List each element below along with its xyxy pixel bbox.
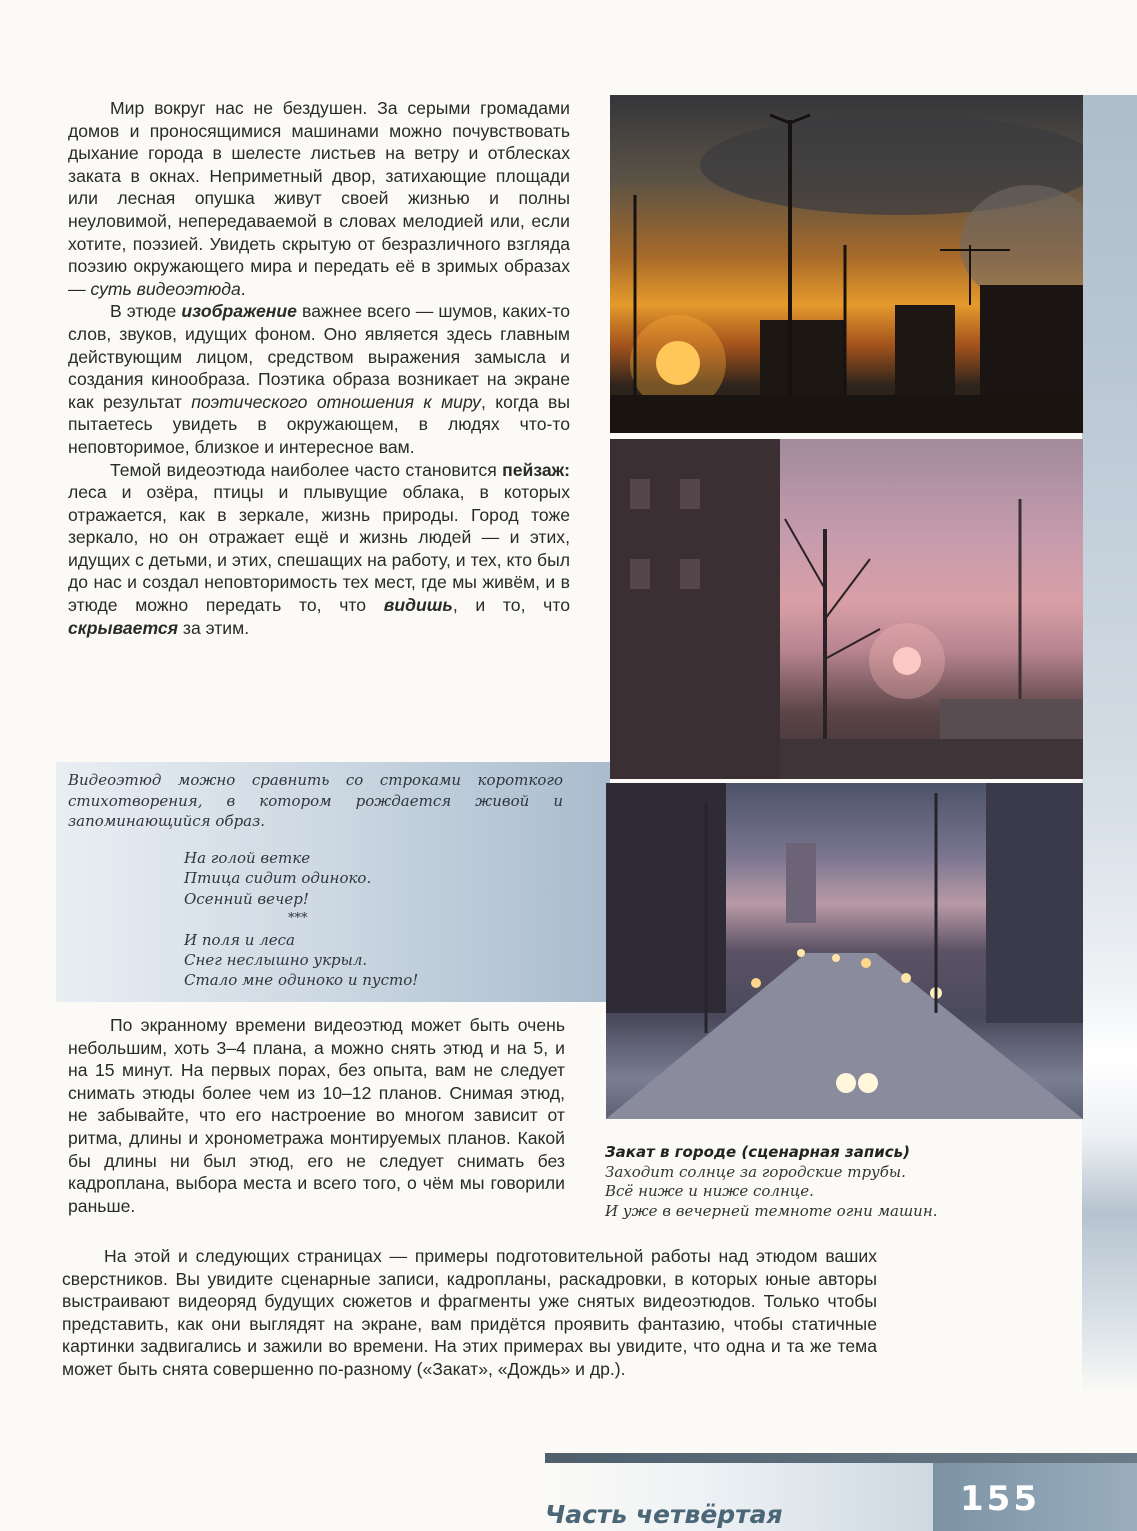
photo-caption xyxy=(605,1143,1045,1222)
poem-line: Снег неслышно укрыл. xyxy=(184,951,368,970)
emphasis-text: изображение xyxy=(181,301,297,322)
quote-intro: Видеоэтюд можно сравнить со строками короткого стихотворения, в котором рождается живой и запоминающийся образ. xyxy=(68,771,563,830)
body-paragraph xyxy=(68,459,570,640)
body-text-bottom: На этой и следующих страницах — примеры подготовительной работы над этюдом ваших сверстников. Вы увидите сценарные записи, кадропланы, раскадровки, в которых юные авторы выстраивают видеоряд будущих сюжетов и фрагменты уже снятых видеоэтюдов. Только чтобы представить, как они выглядят на экране, вам придётся проявить фантазию, чтобы статичные картинки задвигались и зажили во времени. На этих примерах вы увидите, что одна и та же тема может быть снята совершенно по-разному («Закат», «Дождь» и др.). xyxy=(62,1246,877,1379)
caption-line: И уже в вечерней темноте огни машин. xyxy=(605,1202,938,1221)
text-run: Мир вокруг нас не бездушен. За серыми громадами домов и проносящимися машинами можно почувствовать дыхание города в шелесте листьев на ветру и отблесках заката в окнах. Неприметный двор, затихающие площади или лесная опушка живут своей жизнью и полны неуловимой, непередаваемой в словах мелодией или, если хотите, поэзией. Увидеть скрытую от безразличного взгляда поэзию окружающего мира и передать её в зримых образах — xyxy=(68,98,570,299)
body-text-mid xyxy=(68,1014,565,1217)
edge-decoration xyxy=(1082,95,1137,1395)
emphasis-text: скрывается xyxy=(68,617,178,638)
text-run: леса и озёра, птицы и плывущие облака, в которых отражается, как в зеркале, жизнь природы. Город тоже зеркало, но он отражает ещё и жизнь людей — и этих, идущих с детьми, и этих, спешащих на работу, и тех, кто был до нас и создал неповторимость тех мест, где мы живём, и в этюде можно передать то, что xyxy=(68,482,570,616)
poem-line: И поля и леса xyxy=(184,930,295,949)
section-title: Часть четвёртая xyxy=(545,1500,783,1529)
text-run: , и то, что xyxy=(452,595,570,616)
emphasis-text: видишь xyxy=(383,595,453,616)
text-run: за этим. xyxy=(178,617,250,638)
page-number: 155 xyxy=(960,1479,1040,1519)
photo-sunset-street-lamps xyxy=(610,95,1083,433)
emphasis-text: суть видеоэтюда xyxy=(90,278,241,299)
body-paragraph xyxy=(68,97,570,300)
poem-line: Птица сидит одиноко. xyxy=(184,869,372,888)
body-paragraph xyxy=(68,1014,565,1217)
caption-line: Заходит солнце за городские трубы. xyxy=(605,1162,906,1181)
text-run: В этюде xyxy=(110,301,182,322)
footer-bar xyxy=(545,1453,1137,1463)
caption-title: Закат в городе (сценарная запись) xyxy=(605,1143,910,1161)
poem-line: Осенний вечер! xyxy=(184,889,309,908)
photo-pink-sunset-street xyxy=(610,439,1083,779)
poem-line: На голой ветке xyxy=(184,849,311,867)
emphasis-text: пейзаж: xyxy=(502,459,570,480)
body-text-top xyxy=(68,97,570,639)
text-run: важнее всего — шумов, каких-то слов, звуков, идущих фоном. Оно является здесь главным действующим лицом, средством выражения замысла и создания кинообраза. Поэтика образа возникает на экране как результат xyxy=(68,301,570,412)
poem-line: Стало мне одиноко и пусто! xyxy=(184,971,419,990)
text-run: , когда вы пытаетесь увидеть в окружающем, в людях что-то неповторимое, близкое и интересное вам. xyxy=(68,391,570,457)
poem-separator: *** xyxy=(288,911,308,927)
text-run: . xyxy=(240,278,246,299)
caption-line: Всё ниже и ниже солнце. xyxy=(605,1182,814,1201)
body-paragraph xyxy=(68,300,570,458)
poem xyxy=(184,848,544,991)
text-run: По экранному времени видеоэтюд может быть очень небольшим, хоть 3–4 плана, а можно снять этюд и на 5, и на 15 минут. На первых порах, без опыта, вам не следует снимать этюды более чем из 10–12 планов. Снимая этюд, не забывайте, что его настроение во многом зависит от ритма, длины и хронометража монтируемых планов. Какой бы длины ни был этюд, его не следует снимать без кадроплана, выбора места и всего того, о чём мы говорили раньше. xyxy=(68,1015,565,1216)
text-run: Темой видеоэтюда наиболее часто становится xyxy=(110,459,503,480)
emphasis-text: поэтического отношения к миру xyxy=(191,391,481,412)
photo-evening-avenue-lights xyxy=(606,783,1083,1119)
